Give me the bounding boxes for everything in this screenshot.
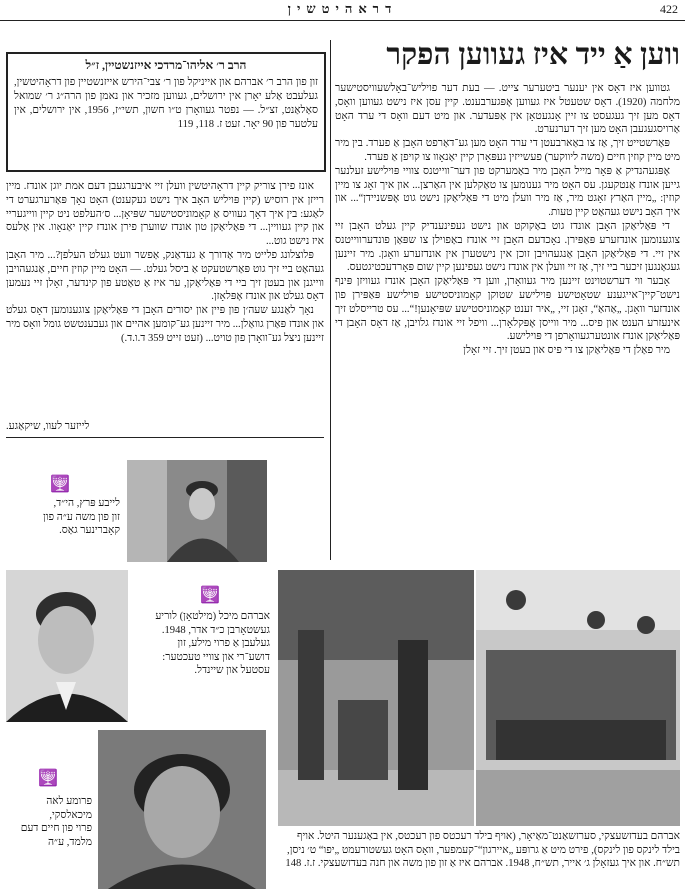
continuation-paragraph: נאָך לאַנגע שעה׳ן פון פּיין און יסורים האָבן די פּאַליאַקן צוגענומען דאָס געלט און אונדז פּאַרן גוואַלן... מיר זיינען גע־קומען אהיים און געבענטשט גומל וואָס מיר זיינען ניצל גע־וואָרן פון טויט... (זעט זייט 359 ד.ו.ד.) — [6, 305, 324, 344]
article-paragraph: די פּאַליאַקן האָבן אונדז גוט באַקוקט און נישט געפינענדיק קיין געלט האָבן זיי צוגענומען אונדזערע פּאַפּירן. נאָכדעם האָבן זיי אונדז באַפוילן צו שפּאַן פונדערווייטנס אין זיי. די פּאַליאַקן האָבן אַנגעהויבן זוכן אין נישטערן אין אונדזערע וואָגן. מיר זיינען געגאַנגען זיכער ביי זיך, אַז זיי וועלן אין אונדז נישט געפינען קיין שום פּאָרדעכטיגטעס. — [335, 220, 680, 274]
soldiers-illustration — [278, 570, 474, 826]
photo-leibe-perets — [127, 460, 267, 562]
portrait-illustration — [6, 570, 128, 722]
menorah-icon: 🕎 — [50, 476, 70, 493]
person-desc: זון פון משה ע״ה פון קאָברינער גאַס. — [43, 511, 120, 536]
article-headline: ווען אַ ייד איז געווען הפקר — [386, 38, 680, 71]
article-paragraph: אָבער ווי דערשטוינט זיינען מיר געוואָרן, ווען די פּאַליאַקן האָבן אונדז געוויזן פּינף נישט־קיין־אייגענע שטאָטישע פּוילישע שטוקן קאָמוניסטישע פּוילישע פּאַפּירן פון אונדזער וואָגן. „אַהאַ“, זאָגן זיי, „איר זענט קאָמוניסטישע שפּיאָנען!“... עס טרייסלט זיך אינעזרע הענט און פיס... מיר ווייסן אָפּקלאָרן... וויפל זיי אונדז גלויבן, אַז דאָס האָבן די פּאַליאַקן אונדז אונטערגעוואָרפן די פּוילישע. — [335, 276, 680, 343]
person-desc: געלעבן אַ פרוי מילע, זון דושע־רי און צוויי טעכטער: עסטעל און שיינדל. — [162, 638, 270, 676]
person-desc: פרוי פון חיים דעם מלמד, ע״ה — [20, 823, 92, 848]
section-rule — [6, 437, 324, 438]
article-body — [335, 82, 680, 562]
page-number: 422 — [660, 2, 678, 16]
photo-avraham-lurie — [6, 570, 128, 722]
article-paragraph: פּאַרשטייט זיך, אַז צו באַארבעטן די ערד האָט מען גע־דאַרפט האָבן אַ פערד. בין מיר מיט מיין קוזין חיים (משה ליווקער) פעשייזין געפּאָרן קיין יאַנאָוו צו קויפן אַ פערד. — [335, 138, 680, 163]
continuation-paragraph: פּלוצלונג פלייט מיר אַדורך אַ געדאַנק, אַפשר וועט געלט העלפן?... מיר האָבן געהאַט ביי זיך גוט פּאַרשטעקט אַ ביסל געלט. — האָט מיין קוזין חיים, אַנגעהויבן ווייגנן און בעטן זיך ביי די פּאַליאַקן, ער איז אַ טאַטע פון קינדער, זאָלן זיי נעמען דאָס געלט און אונדז אָפּלאָזן. — [6, 249, 324, 303]
menorah-icon: 🕎 — [38, 770, 58, 787]
article-paragraph: מיר פאַלן די פּאַליאַקן צו די פיס און בעטן זיך. זיי זאָלן — [463, 345, 670, 357]
running-head-title: דראהיטשין — [287, 1, 398, 16]
menorah-icon: 🕎 — [200, 587, 220, 604]
article-paragraph: אָפּגעהנדיק אַ פּאָר מייל האָבן מיר באַמערקט פון דער־ווייטנס צוויי פּוילישע זעלנער גייען אונדז אַנטקעגן. עס האָט מיר גענומען צו טאַקלען אין האַרצן... און איך זאָג צו מיין קוזין: „מיין האַרץ זאָגט מיר, אַז מיר וועלן מיט די פּאַליאַקן נישט גוט אָפּשניידן“... און איך האָב נישט געהאַט קיין טעות. — [335, 165, 680, 219]
photo-frume-leah — [98, 730, 266, 889]
photo-caption: אברהם בעדזשעצקי, סערזשאַנט־מאַיאָר, (אויף בילד רעכטס פון רעכטס, אין באַגענער היטל. אויף בילד לינקס פון לינקס), פירט מיט אַ גרופּע „איירגון“־קעמפער, וואָס האָט געשטורעמט „יפו“ ט׳ ניסן, תש״ח. און איך געזאָלן ג׳ אייר, תש״ח, 1948. אברהם איז אַ זון פון משה און חנה בעדזשעצקי. ז.ז. 148 — [285, 831, 680, 869]
article-paragraph: גטווען איז דאָס אין יענער ביטערער צייט. — בעת דער פויליש־באָלשעוויסטישער מלחמה (1920). דאָס שטעטל איז געווען אָפּגערבענט. קיין עסן איז נישט געווען וואָס, דאָס מען זיך געגעסט צו זיין אָנגעטאָן אין אַפּעדער. און מיט דעם וואָס די ערד האָט אַרויסגעגעבן האָט מען זיך דערנערט. — [335, 83, 680, 136]
photo-armored-vehicle — [476, 570, 680, 826]
signature: לייזער לעוו, שיקאַגע. — [6, 421, 90, 432]
person-caption-frume — [6, 795, 92, 849]
portrait-illustration — [127, 460, 267, 562]
photo-soldiers — [278, 570, 474, 826]
person-caption-leibe — [6, 497, 120, 538]
person-name: אברהם מיכל (מילטאָן) לוריע געשטאָרבן כ״ד אדר, 1948. — [155, 611, 270, 636]
person-name: לייבע פּרץ, הי״ד, — [53, 498, 120, 509]
vehicle-illustration — [476, 570, 680, 826]
continuation-paragraph: אונז פירן צוריק קיין דראָהיטשין וועלן זיי איבערגעבן דעם אמת יוגן אונדז. מיין רייזן אין רוסיש (קיין פּויליש האָב איך נישט געקענט) האָט נאָך פּאַרערגערט די לאַגע: בין איך דאָך געוויס אַ קאָמוניסטישער שפּיאָן... ס׳העלפט ניט קיין ווייגעריי און קיין געוויין... די פּאַליאַקן טון אונדז שווערן פירן אונדז קיין יאַנאָוו. אין אַלעס איז נישט גוט... — [6, 181, 324, 248]
memorial-box — [6, 52, 326, 172]
person-caption-avraham — [142, 610, 270, 678]
running-head — [0, 0, 685, 21]
memorial-body: זון פון הרב ר׳ אברהם און אייניקל פון ר׳ צבי־הירש אייזנשטיין פון דראָהיטשין, געלעבט אַלע יאָרן אין ירושלים, געווען מזכיר און נאמן פון הרה״ג ר׳ שמואל סאַלאַנט, זצ״ל. — נפטר געוואָרן ט״ו חשון, תשי״ז, 1956, אין ירושלים, אין עלטער פון 90 יאָר. זעט ז. 118, 119 — [14, 77, 318, 130]
portrait-illustration — [98, 730, 266, 889]
column-divider — [330, 40, 331, 560]
person-name: פרומע לאה מיכאלסקי, — [46, 796, 92, 821]
continuation-body — [6, 180, 324, 418]
memorial-title: הרב ר׳ אליהו־מרדכי אייזנשטיין, ז״ל — [85, 58, 247, 72]
